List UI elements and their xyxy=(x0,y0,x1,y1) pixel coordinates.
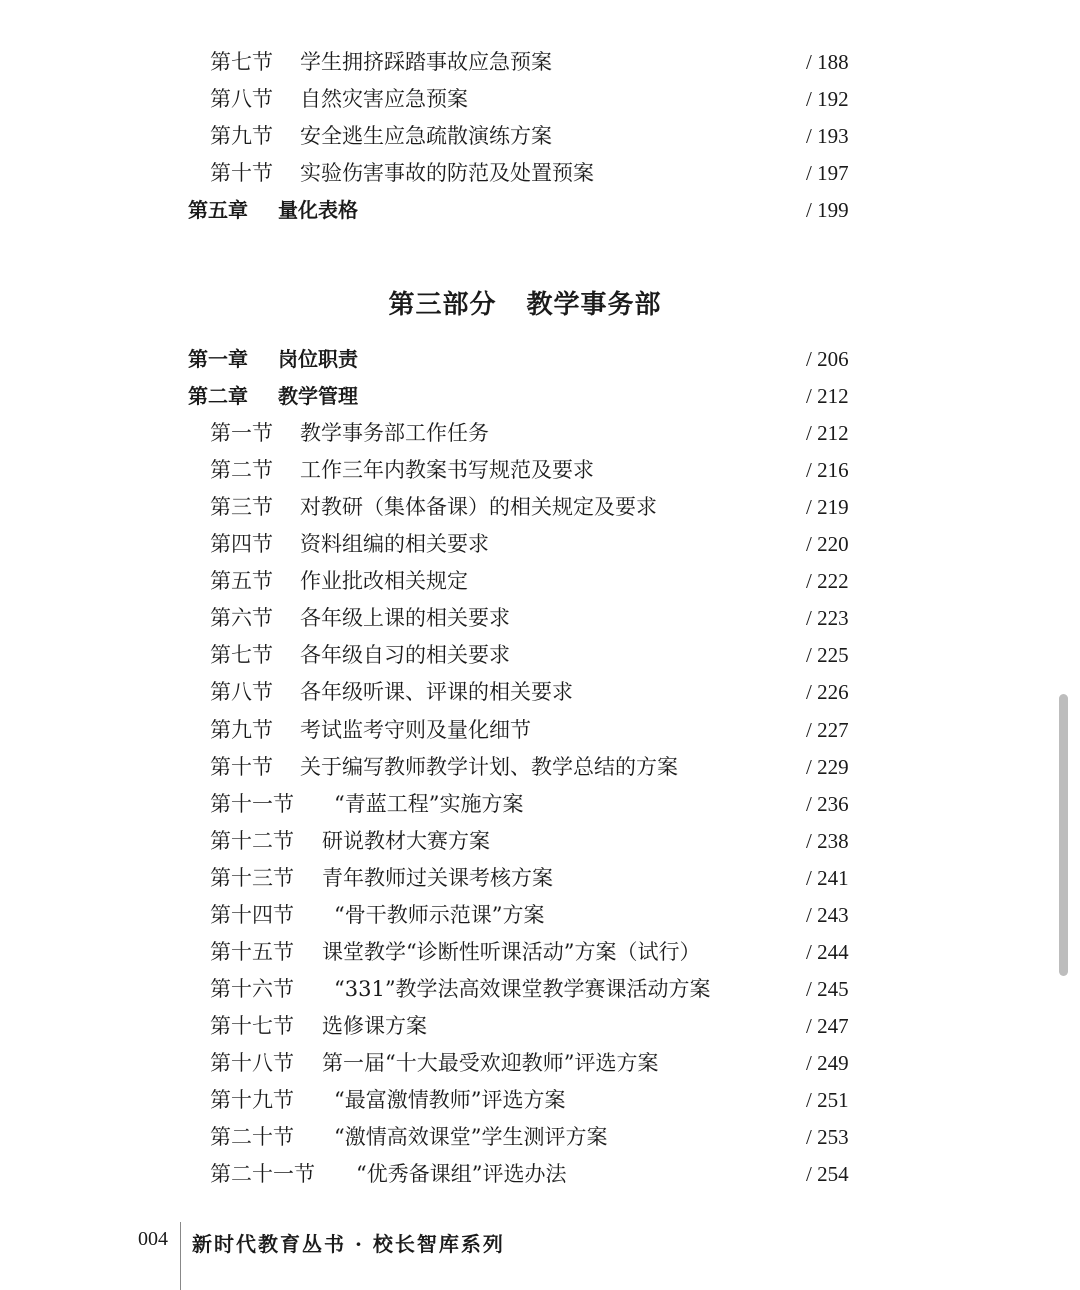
toc-entry xyxy=(0,44,1080,81)
section-title: “优秀备课组”评选办法 xyxy=(356,1162,567,1186)
section-label: 第九节 xyxy=(210,718,273,742)
section-title: 研说教材大赛方案 xyxy=(322,829,490,853)
toc-entry xyxy=(0,749,1080,786)
section-title: 工作三年内教案书写规范及要求 xyxy=(300,458,594,482)
section-title: 教学事务部工作任务 xyxy=(300,421,489,445)
toc-entry xyxy=(0,1045,1080,1082)
page-ref: / 206 xyxy=(806,347,849,371)
toc-entry xyxy=(0,1008,1080,1045)
section-label: 第十七节 xyxy=(210,1014,294,1038)
section-label: 第十八节 xyxy=(210,1051,294,1075)
page-ref: / 245 xyxy=(806,977,849,1001)
page-ref: / 227 xyxy=(806,718,849,742)
section-title: 考试监考守则及量化细节 xyxy=(300,718,531,742)
section-label: 第十五节 xyxy=(210,940,294,964)
section-label: 第十节 xyxy=(210,161,273,185)
toc-entry xyxy=(0,415,1080,452)
page-ref: / 249 xyxy=(806,1051,849,1075)
page-ref: / 236 xyxy=(806,792,849,816)
section-label: 第二十节 xyxy=(210,1125,294,1149)
toc-chapter-entry xyxy=(0,341,1080,378)
page-ref: / 254 xyxy=(806,1162,849,1186)
page-ref: / 241 xyxy=(806,866,849,890)
toc-entry xyxy=(0,637,1080,674)
section-label: 第十节 xyxy=(210,755,273,779)
section-label: 第六节 xyxy=(210,606,273,630)
toc-chapter-entry xyxy=(0,192,1080,229)
toc-chapter-entry xyxy=(0,378,1080,415)
section-label: 第九节 xyxy=(210,124,273,148)
section-label: 第四节 xyxy=(210,532,273,556)
section-title: “青蓝工程”实施方案 xyxy=(334,792,524,816)
section-label: 第十六节 xyxy=(210,977,294,1001)
page-ref: / 193 xyxy=(806,124,849,148)
toc-entry xyxy=(0,971,1080,1008)
section-label: 第十三节 xyxy=(210,866,294,890)
section-title: 对教研（集体备课）的相关规定及要求 xyxy=(300,495,657,519)
section-label: 第十四节 xyxy=(210,903,294,927)
footer-divider xyxy=(180,1222,181,1290)
page-ref: / 247 xyxy=(806,1014,849,1038)
page-number: 004 xyxy=(138,1228,168,1250)
section-title: 选修课方案 xyxy=(322,1014,427,1038)
page-ref: / 199 xyxy=(806,198,849,222)
section-title: 安全逃生应急疏散演练方案 xyxy=(300,124,552,148)
chapter-title: 教学管理 xyxy=(278,384,358,408)
section-label: 第十九节 xyxy=(210,1088,294,1112)
section-title: 自然灾害应急预案 xyxy=(300,87,468,111)
toc-entry xyxy=(0,823,1080,860)
page-ref: / 253 xyxy=(806,1125,849,1149)
page-ref: / 226 xyxy=(806,680,849,704)
part-heading xyxy=(0,285,1050,325)
page-ref: / 243 xyxy=(806,903,849,927)
page-ref: / 222 xyxy=(806,569,849,593)
toc-entry xyxy=(0,897,1080,934)
page-ref: / 188 xyxy=(806,50,849,74)
part-title: 教学事务部 xyxy=(526,290,662,320)
page-ref: / 251 xyxy=(806,1088,849,1112)
toc-entry xyxy=(0,526,1080,563)
page-ref: / 220 xyxy=(806,532,849,556)
section-label: 第二节 xyxy=(210,458,273,482)
toc-entry xyxy=(0,786,1080,823)
section-label: 第八节 xyxy=(210,87,273,111)
section-title: 课堂教学“诊断性听课活动”方案（试行） xyxy=(322,940,701,964)
page-ref: / 225 xyxy=(806,643,849,667)
section-title: 第一届“十大最受欢迎教师”评选方案 xyxy=(322,1051,659,1075)
toc-entry xyxy=(0,712,1080,749)
toc-entry xyxy=(0,1156,1080,1193)
section-label: 第一节 xyxy=(210,421,273,445)
section-title: “激情高效课堂”学生测评方案 xyxy=(334,1125,608,1149)
page-ref: / 238 xyxy=(806,829,849,853)
chapter-label: 第二章 xyxy=(188,384,248,408)
toc-entry xyxy=(0,563,1080,600)
toc-entry xyxy=(0,81,1080,118)
toc-entry xyxy=(0,934,1080,971)
section-label: 第七节 xyxy=(210,50,273,74)
section-title: 实验伤害事故的防范及处置预案 xyxy=(300,161,594,185)
page-ref: / 192 xyxy=(806,87,849,111)
section-title: “最富激情教师”评选方案 xyxy=(334,1088,566,1112)
section-title: 各年级听课、评课的相关要求 xyxy=(300,680,573,704)
toc-entry xyxy=(0,155,1080,192)
section-label: 第七节 xyxy=(210,643,273,667)
chapter-label: 第一章 xyxy=(188,347,248,371)
page-ref: / 219 xyxy=(806,495,849,519)
toc-entry xyxy=(0,489,1080,526)
section-title: 学生拥挤踩踏事故应急预案 xyxy=(300,50,552,74)
section-title: 青年教师过关课考核方案 xyxy=(322,866,553,890)
toc-entry xyxy=(0,674,1080,711)
page-ref: / 216 xyxy=(806,458,849,482)
part-label: 第三部分 xyxy=(388,290,497,320)
page-ref: / 212 xyxy=(806,421,849,445)
toc-entry xyxy=(0,860,1080,897)
chapter-title: 量化表格 xyxy=(278,198,358,222)
toc-entry xyxy=(0,1082,1080,1119)
series-title: 新时代教育丛书 · 校长智库系列 xyxy=(192,1232,505,1256)
scrollbar-thumb[interactable] xyxy=(1059,694,1068,976)
section-title: 资料组编的相关要求 xyxy=(300,532,489,556)
section-title: 关于编写教师教学计划、教学总结的方案 xyxy=(300,755,678,779)
section-label: 第三节 xyxy=(210,495,273,519)
page-ref: / 197 xyxy=(806,161,849,185)
section-title: 各年级上课的相关要求 xyxy=(300,606,510,630)
toc-entry xyxy=(0,600,1080,637)
toc-entry xyxy=(0,118,1080,155)
section-label: 第八节 xyxy=(210,680,273,704)
section-label: 第十二节 xyxy=(210,829,294,853)
page-footer xyxy=(0,1222,1080,1290)
section-title: “骨干教师示范课”方案 xyxy=(334,903,545,927)
section-title: 各年级自习的相关要求 xyxy=(300,643,510,667)
chapter-label: 第五章 xyxy=(188,198,248,222)
section-label: 第十一节 xyxy=(210,792,294,816)
section-label: 第五节 xyxy=(210,569,273,593)
chapter-title: 岗位职责 xyxy=(278,347,358,371)
page-ref: / 229 xyxy=(806,755,849,779)
section-label: 第二十一节 xyxy=(210,1162,315,1186)
toc-entry xyxy=(0,1119,1080,1156)
section-title: 作业批改相关规定 xyxy=(300,569,468,593)
toc-entry xyxy=(0,452,1080,489)
page-ref: / 223 xyxy=(806,606,849,630)
page-ref: / 212 xyxy=(806,384,849,408)
page-ref: / 244 xyxy=(806,940,849,964)
section-title: “331”教学法高效课堂教学赛课活动方案 xyxy=(334,977,711,1001)
